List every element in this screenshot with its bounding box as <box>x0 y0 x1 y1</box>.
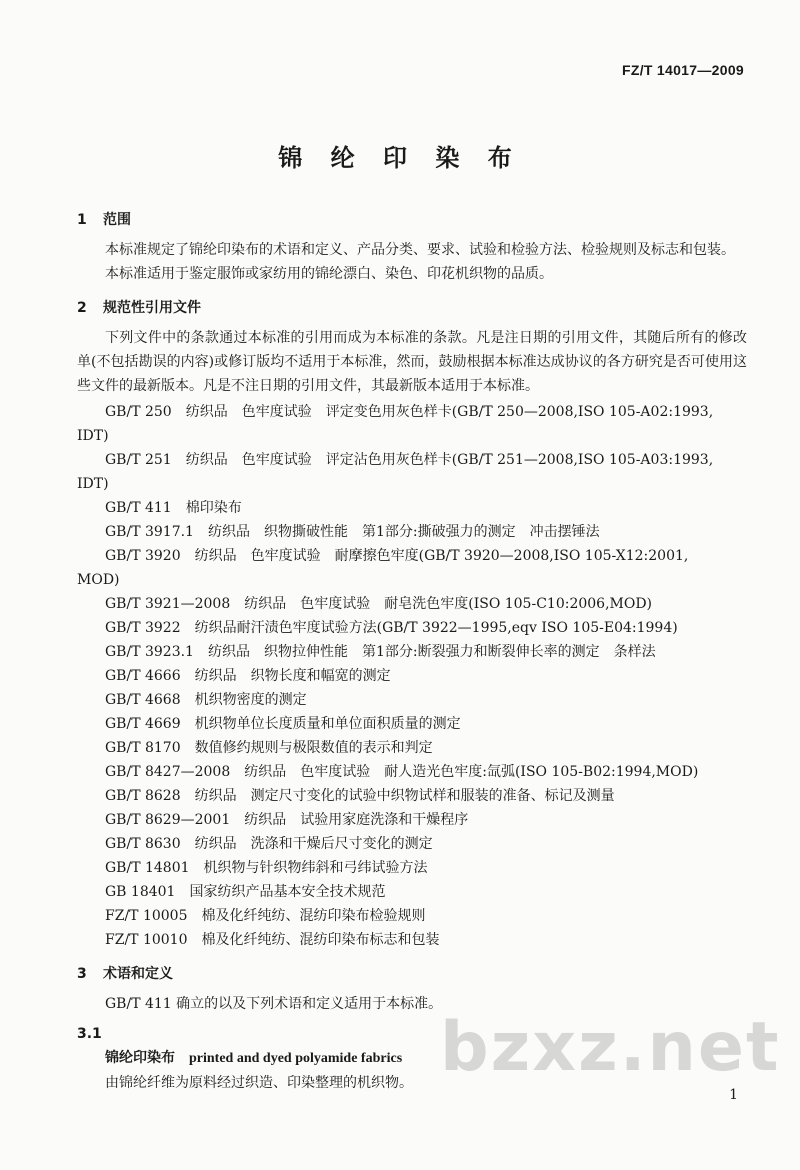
reference-item: GB/T 8170 数值修约规则与极限数值的表示和判定 <box>105 740 433 756</box>
paragraph: 本标准适用于鉴定服饰或家纺用的锦纶漂白、染色、印花机织物的品质。 <box>105 266 553 282</box>
section-title: 范围 <box>103 212 131 228</box>
term-chinese: 锦纶印染布 <box>105 1050 175 1066</box>
reference-item: GB/T 250 纺织品 色牢度试验 评定变色用灰色样卡(GB/T 250—2008,ISO 105-A02:1993, <box>105 404 714 420</box>
paragraph: 本标准规定了锦纶印染布的术语和定义、产品分类、要求、试验和检验方法、检验规则及标志和包装。 <box>105 242 735 258</box>
reference-item: FZ/T 10010 棉及化纤纯纺、混纺印染布标志和包装 <box>105 932 440 948</box>
reference-item-continuation: IDT) <box>77 476 109 492</box>
term-english: printed and dyed polyamide fabrics <box>189 1051 403 1066</box>
section-heading-2 <box>77 296 747 320</box>
reference-item: GB/T 4666 纺织品 织物长度和幅宽的测定 <box>105 668 391 684</box>
reference-item: GB/T 8427—2008 纺织品 色牢度试验 耐人造光色牢度:氙弧(ISO 105-B02:1994,MOD) <box>105 764 699 780</box>
reference-item: GB/T 4669 机织物单位长度质量和单位面积质量的测定 <box>105 716 461 732</box>
section-title: 规范性引用文件 <box>103 300 201 316</box>
reference-item: GB/T 14801 机织物与针织物纬斜和弓纬试验方法 <box>105 860 428 876</box>
section-title: 术语和定义 <box>103 966 173 982</box>
watermark: bzxz.net <box>440 1008 781 1087</box>
reference-item: GB/T 251 纺织品 色牢度试验 评定沾色用灰色样卡(GB/T 251—2008,ISO 105-A03:1993, <box>105 452 714 468</box>
reference-item: GB/T 3920 纺织品 色牢度试验 耐摩擦色牢度(GB/T 3920—2008,ISO 105-X12:2001, <box>105 548 689 564</box>
section-number: 3 <box>77 966 87 982</box>
reference-item: GB/T 3917.1 纺织品 织物撕破性能 第1部分:撕破强力的测定 冲击摆锤法 <box>105 524 600 540</box>
reference-item-continuation: IDT) <box>77 428 109 444</box>
paragraph: 下列文件中的条款通过本标准的引用而成为本标准的条款。凡是注日期的引用文件，其随后所有的修改单(不包括勘误的内容)或修订版均不适用于本标准，然而，鼓励根据本标准达成协议的各方研究是否可使用这些文件的最新版本。凡是不注日期的引用文件，其最新版本适用于本标准。 <box>77 330 747 394</box>
reference-item: GB/T 4668 机织物密度的测定 <box>105 692 307 708</box>
reference-item: GB/T 3921—2008 纺织品 色牢度试验 耐皂洗色牢度(ISO 105-C10:2006,MOD) <box>105 596 653 612</box>
document-body <box>77 200 747 1095</box>
subsection-number: 3.1 <box>77 1026 102 1042</box>
reference-list <box>77 400 747 952</box>
section-number: 2 <box>77 300 87 316</box>
reference-item: GB/T 411 棉印染布 <box>105 500 242 516</box>
reference-item: GB/T 8629—2001 纺织品 试验用家庭洗涤和干燥程序 <box>105 812 469 828</box>
term-definition: 由锦纶纤维为原料经过织造、印染整理的机织物。 <box>105 1075 413 1091</box>
reference-item-continuation: MOD) <box>77 572 120 588</box>
reference-item: GB 18401 国家纺织产品基本安全技术规范 <box>105 884 386 900</box>
document-title: 锦 纶 印 染 布 <box>278 143 522 172</box>
page-number: 1 <box>729 1087 738 1103</box>
reference-item: GB/T 8630 纺织品 洗涤和干燥后尺寸变化的测定 <box>105 836 433 852</box>
standard-code: FZ/T 14017—2009 <box>621 62 744 78</box>
reference-item: GB/T 8628 纺织品 测定尺寸变化的试验中织物试样和服装的准备、标记及测量 <box>105 788 615 804</box>
section-heading-3 <box>77 962 747 986</box>
reference-item: GB/T 3923.1 纺织品 织物拉伸性能 第1部分:断裂强力和断裂伸长率的测定 条样法 <box>105 644 656 660</box>
section-heading-1 <box>77 208 747 232</box>
paragraph: GB/T 411 确立的以及下列术语和定义适用于本标准。 <box>105 996 443 1012</box>
reference-item: FZ/T 10005 棉及化纤纯纺、混纺印染布检验规则 <box>105 908 426 924</box>
section-number: 1 <box>77 212 87 228</box>
reference-item: GB/T 3922 纺织品耐汗渍色牢度试验方法(GB/T 3922—1995,eqv ISO 105-E04:1994) <box>105 620 678 636</box>
